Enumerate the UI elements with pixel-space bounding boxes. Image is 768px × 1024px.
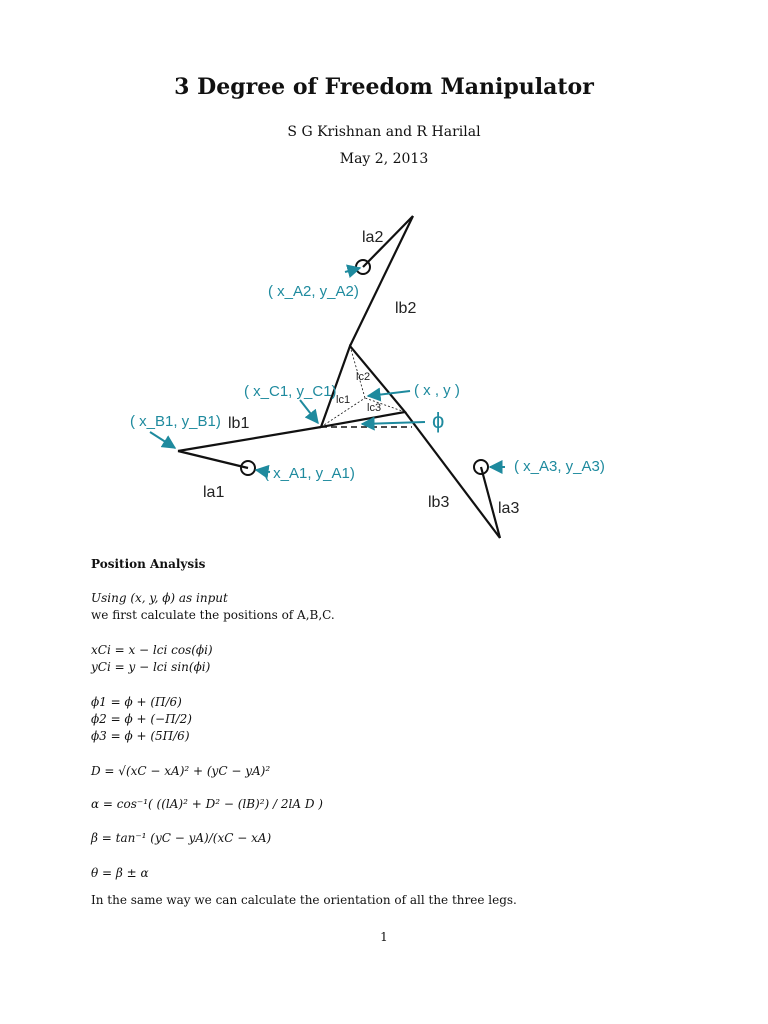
text-input-line: Using (x, y, ϕ) as input xyxy=(91,591,228,605)
label-la1: la1 xyxy=(203,484,225,501)
page-title: 3 Degree of Freedom Manipulator xyxy=(174,74,594,100)
label-lc2: lc2 xyxy=(356,371,371,383)
label-lc3: lc3 xyxy=(367,402,382,414)
equation-phi2: ϕ2 = ϕ + (−Π/2) xyxy=(91,712,192,726)
label-lb2: lb2 xyxy=(395,300,417,317)
link-lb3 xyxy=(405,412,500,538)
label-la2: la2 xyxy=(362,229,384,246)
arrow-phi xyxy=(362,422,425,424)
equation-distance: D = √(xC − xA)² + (yC − yA)² xyxy=(91,764,271,778)
authors: S G Krishnan and R Harilal xyxy=(287,124,481,140)
section-heading: Position Analysis xyxy=(91,557,206,571)
equation-beta: β = tan⁻¹ (yC − yA)/(xC − xA) xyxy=(91,831,272,845)
equation-phi3: ϕ3 = ϕ + (5Π/6) xyxy=(91,729,190,743)
label-phi: ϕ xyxy=(432,408,445,433)
page-number: 1 xyxy=(380,930,388,944)
text-calc-line: we first calculate the positions of A,B,C. xyxy=(91,608,335,622)
link-lb1 xyxy=(178,427,321,451)
label-la3: la3 xyxy=(498,500,520,517)
label-lb3: lb3 xyxy=(428,494,450,511)
equation-theta: θ = β ± α xyxy=(91,866,149,880)
label-lc1: lc1 xyxy=(336,394,351,406)
equation-alpha: α = cos⁻¹( ((lA)² + D² − (lB)²) / 2lA D ) xyxy=(91,797,323,811)
label-lb1: lb1 xyxy=(228,415,250,432)
label-b1-coords: ( x_B1, y_B1) xyxy=(130,413,221,430)
date: May 2, 2013 xyxy=(339,151,429,167)
arrow-c1 xyxy=(300,400,318,423)
equation-yc: yCi = y − lci sin(ϕi) xyxy=(91,660,211,674)
label-c1-coords: ( x_C1, y_C1) xyxy=(244,383,337,400)
equation-xc: xCi = x − lci cos(ϕi) xyxy=(91,643,213,657)
arrow-b1 xyxy=(150,432,175,448)
link-la1 xyxy=(178,451,248,468)
manipulator-diagram xyxy=(0,200,768,550)
label-xy-coords: ( x , y ) xyxy=(414,382,460,399)
label-a3-coords: ( x_A3, y_A3) xyxy=(514,458,605,475)
equation-phi1: ϕ1 = ϕ + (Π/6) xyxy=(91,695,182,709)
label-a1-coords: ( x_A1, y_A1) xyxy=(264,465,355,482)
label-a2-coords: ( x_A2, y_A2) xyxy=(268,283,359,300)
text-closing: In the same way we can calculate the orientation of all the three legs. xyxy=(91,893,517,907)
